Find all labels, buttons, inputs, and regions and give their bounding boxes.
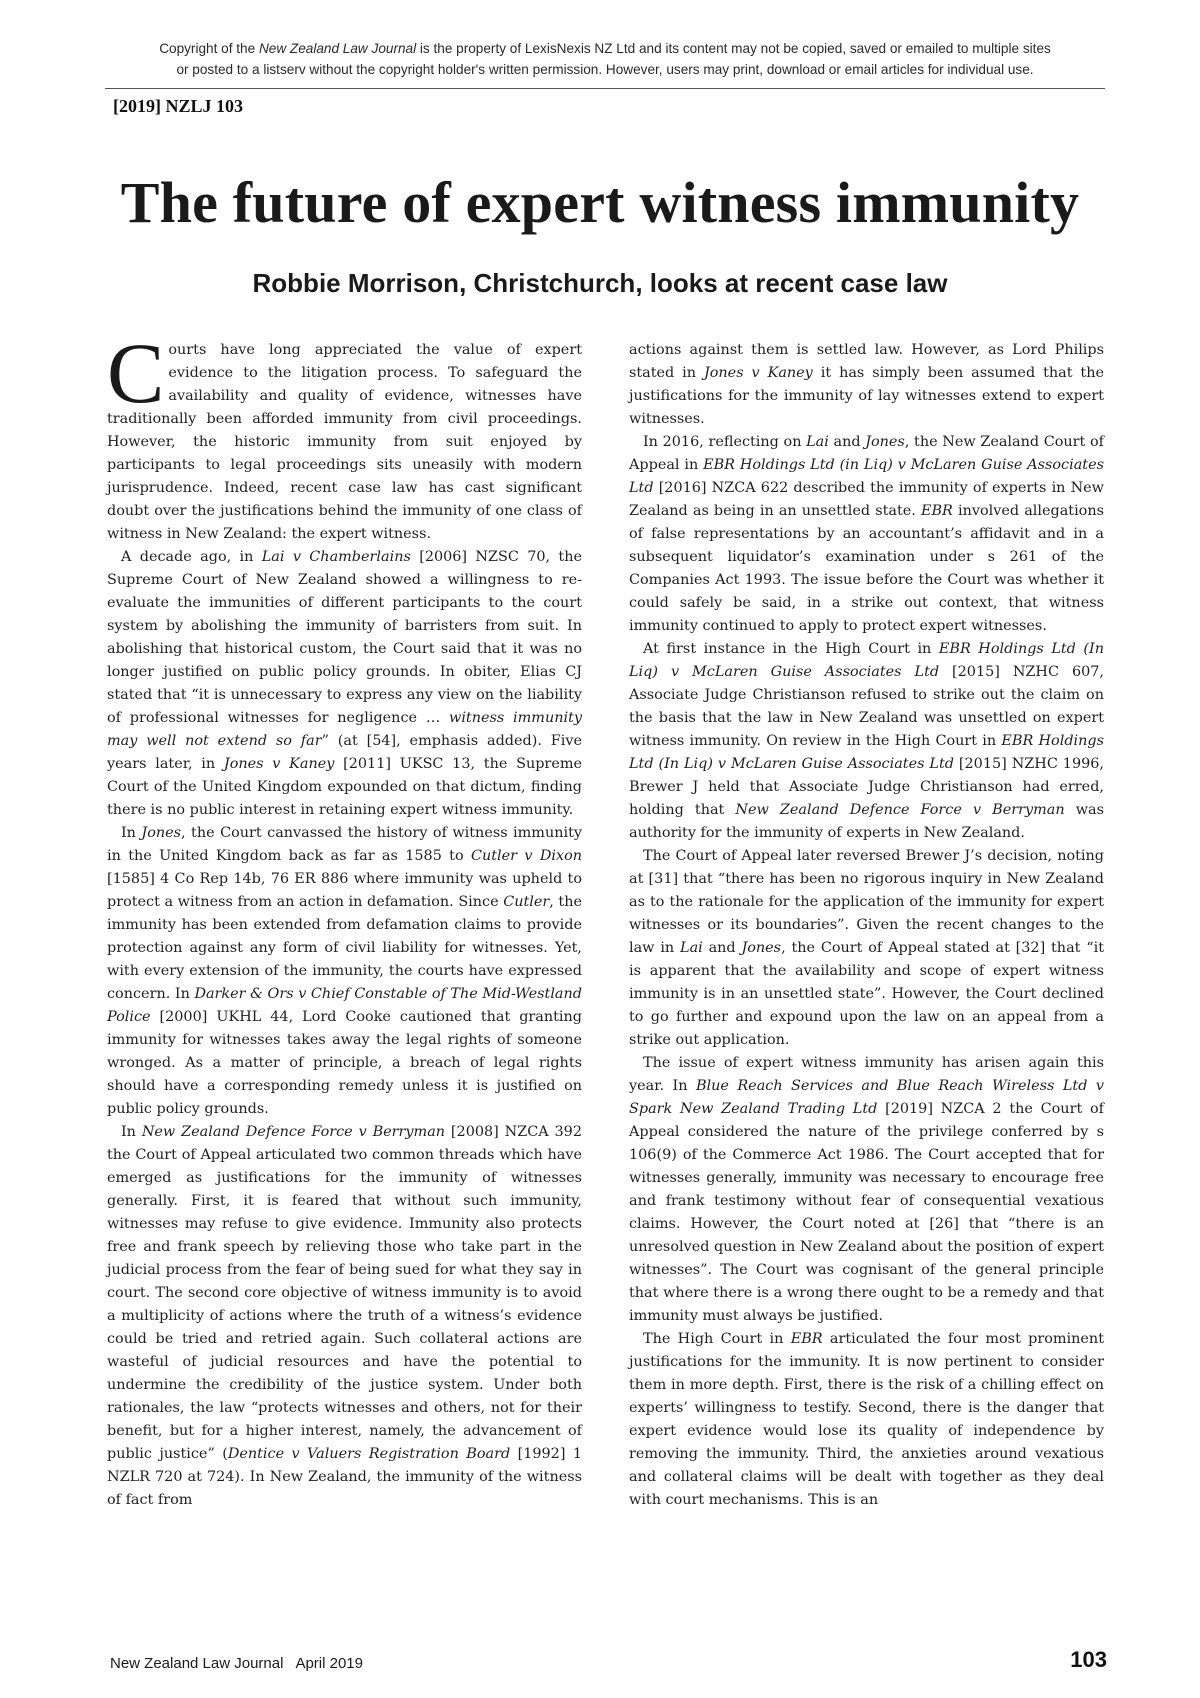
text-run: involved allegations of false representations by an accountant’s affidavit and in a subsequent liquidator’s examination under s 261 of the Companies Act 1993. The issue before the Court was whether it could safely be said, in a strike out context, that witness immunity continued to apply to protect expert witnesses.: [629, 503, 1104, 634]
footer-journal: New Zealand Law Journal: [110, 1655, 284, 1672]
text-run: [2019] NZCA 2 the Court of Appeal considered the nature of the privilege conferred by s 106(9) of the Commerce Act 1986. The Court accepted that for witnesses generally, immunity was necessary to encourage free and frank testimony without fear of consequential vexatious claims. However, the Court noted at [26] that “there is an unresolved question in New Zealand about the position of expert witnesses”. The Court was cognisant of the general principle that where there is a wrong there ought to be a remedy and that immunity must always be justified.: [629, 1101, 1104, 1324]
text-run: [2015] NZHC 607, Associate Judge Christianson refused to strike out the claim on the basis that the law in New Zealand was unsettled on expert witness immunity. On review in the High Court in: [629, 664, 1104, 749]
case-citation: EBR Holdings Ltd (in Liq) v McLaren Guise Associates Ltd: [629, 457, 1104, 496]
paragraph: [629, 1052, 1104, 1328]
text-run: it has simply been assumed that the justifications for the immunity of lay witnesses extend to expert witnesses.: [629, 365, 1104, 427]
text-run: In 2016, reflecting on: [643, 434, 807, 450]
text-run: A decade ago, in: [121, 549, 262, 565]
copyright-line-1: Copyright of the New Zealand Law Journal is the property of LexisNexis NZ Ltd and its content may not be copied, saved or emailed to multiple sites: [159, 41, 1051, 56]
article-title: The future of expert witness immunity: [120, 170, 1080, 235]
case-citation: Lai v Chamberlains: [261, 549, 411, 565]
text-run: At first instance in the High Court in: [643, 641, 939, 657]
case-citation: EBR: [920, 503, 953, 519]
text-run: and: [702, 940, 742, 956]
footer-issue-date: April 2019: [295, 1655, 363, 1672]
text-run: articulated the four most prominent justifications for the immunity. It is now pertinent to consider them in more depth. First, there is the risk of a chilling effect on experts’ willingness to testify. Second, there is the danger that expert evidence would lose its quality of independence by removing the immunity. Third, the anxieties around vexatious and collateral claims will be dealt with together as they deal with court mechanisms. This is an: [629, 1331, 1104, 1508]
case-citation: witness immunity may well not extend so far: [107, 710, 582, 749]
text-run: was authority for the immunity of experts in New Zealand.: [629, 802, 1104, 841]
case-citation: New Zealand Defence Force v Berryman: [735, 802, 1065, 818]
case-citation: Jones: [141, 825, 182, 841]
text-run: [2011] UKSC 13, the Supreme Court of the United Kingdom expounded on that dictum, finding there is no public interest in retaining expert witness immunity.: [107, 756, 582, 818]
case-citation: Lai: [680, 940, 703, 956]
text-run: [2008] NZCA 392 the Court of Appeal articulated two common threads which have emerged as justifications for the immunity of witnesses generally. First, it is feared that without such immunity, witnesses may refuse to give evidence. Immunity also protects free and frank speech by relieving those who take part in the judicial process from the fear of being sued for what they say in court. The second core objective of witness immunity is to avoid a multiplicity of actions where the truth of a witness’s evidence could be tried and retried again. Such collateral actions are wasteful of judicial resources and have the potential to undermine the credibility of the justice system. Under both rationales, the law “protects witnesses and others, not for their benefit, but for a higher interest, namely, the advancement of public justice” (: [107, 1124, 582, 1462]
paragraph: [629, 339, 1104, 431]
text-run: In: [121, 1124, 142, 1140]
case-citation: Dentice v Valuers Registration Board: [227, 1446, 511, 1462]
copyright-line-2: or posted to a listserv without the copyright holder's written permission. However, users may print, download or email articles for individual use.: [176, 62, 1034, 77]
case-citation: Jones v Kaney: [703, 365, 813, 381]
text-run: [1992] 1 NZLR 720 at 724). In New Zealand, the immunity of the witness of fact from: [107, 1446, 583, 1508]
header-divider: [105, 88, 1105, 89]
text-run: [1585] 4 Co Rep 14b, 76 ER 886 where immunity was upheld to protect a witness from an action in defamation. Since: [107, 871, 582, 910]
paragraph: [107, 822, 582, 1121]
text-run: The High Court in: [643, 1331, 791, 1347]
right-column-body: [629, 339, 1104, 1512]
text-run: The issue of expert witness immunity has arisen again this year. In: [629, 1055, 1104, 1094]
text-run: , the Court of Appeal stated at [32] that “it is apparent that the availability and scope of expert witness immunity is in an unsettled state”. However, the Court declined to go further and expound upon the law on an appeal from a strike out application.: [629, 940, 1104, 1048]
paragraph: [107, 325, 582, 546]
text-run: [2000] UKHL 44, Lord Cooke cautioned that granting immunity for witnesses takes away the legal rights of someone wronged. As a matter of principle, a breach of legal rights should have a corresponding remedy unless it is justified on public policy grounds.: [107, 1009, 582, 1117]
page-number: 103: [1070, 1647, 1107, 1672]
paragraph: [629, 638, 1104, 845]
footer: [110, 1655, 363, 1672]
left-column: [107, 325, 583, 1512]
text-run: , the New Zealand Court of Appeal in: [629, 434, 1104, 473]
text-run: ” (at [54], emphasis added). Five years later, in: [107, 733, 582, 772]
text-run: and: [828, 434, 866, 450]
journal-name: New Zealand Law Journal: [258, 41, 417, 56]
case-citation: Jones: [865, 434, 905, 450]
case-citation: Blue Reach Services and Blue Reach Wireless Ltd v Spark New Zealand Trading Ltd: [629, 1078, 1104, 1117]
citation: [2019] NZLJ 103: [113, 96, 243, 116]
drop-cap: C: [107, 325, 165, 421]
left-column-body: [107, 325, 583, 1512]
case-citation: Jones v Kaney: [223, 756, 335, 772]
article-subtitle: Robbie Morrison, Christchurch, looks at recent case law: [252, 268, 948, 298]
case-citation: New Zealand Defence Force v Berryman: [141, 1124, 446, 1140]
text-run: [2015] NZHC 1996, Brewer J held that Associate Judge Christianson had erred, holding that: [629, 756, 1104, 818]
paragraph: [629, 845, 1104, 1052]
text-run: [2016] NZCA 622 described the immunity of experts in New Zealand as being in an unsettled state.: [629, 480, 1104, 519]
case-citation: EBR Holdings Ltd (In Liq) v McLaren Guise Associates Ltd: [629, 641, 1104, 680]
copyright-notice: [105, 38, 1105, 80]
text-run: , the Court canvassed the history of witness immunity in the United Kingdom back as far as 1585 to: [107, 825, 583, 864]
paragraph: [629, 431, 1104, 638]
text-run: The Court of Appeal later reversed Brewer J’s decision, noting at [31] that “there has been no rigorous inquiry in New Zealand as to the rationale for the application of the immunity for expert witnesses or its boundaries”. Given the recent changes to the law in: [629, 848, 1104, 956]
text-run: In: [121, 825, 142, 841]
case-citation: Cutler v Dixon: [470, 848, 583, 864]
case-citation: Lai: [806, 434, 829, 450]
case-citation: Darker & Ors v Chief Constable of The Mid-Westland Police: [107, 986, 582, 1025]
case-citation: Jones: [741, 940, 782, 956]
case-citation: EBR: [790, 1331, 823, 1347]
right-column: [629, 339, 1104, 1512]
paragraph: [629, 1328, 1104, 1512]
text-run: actions against them is settled law. However, as Lord Philips stated in: [629, 342, 1104, 381]
text-run: , the immunity has been extended from defamation claims to provide protection against any form of civil liability for witnesses. Yet, with every extension of the immunity, the courts have expressed concern. In: [107, 894, 583, 1002]
text-run: ourts have long appreciated the value of expert evidence to the litigation process. To safeguard the availability and quality of evidence, witnesses have traditionally been afforded immunity from civil proceedings. However, the historic immunity from suit enjoyed by participants to legal proceedings sits uneasily with modern jurisprudence. Indeed, recent case law has cast significant doubt over the justifications behind the immunity of one class of witness in New Zealand: the expert witness.: [107, 342, 582, 542]
case-citation: EBR Holdings Ltd (In Liq) v McLaren Guise Associates Ltd: [629, 733, 1104, 772]
case-citation: Cutler: [503, 894, 550, 910]
paragraph: [107, 1121, 582, 1512]
paragraph: [107, 546, 582, 822]
text-run: [2006] NZSC 70, the Supreme Court of New Zealand showed a willingness to re-evaluate the immunities of different participants to the court system by abolishing the immunity of barristers from suit. In abolishing that historical custom, the Court said that it was no longer justified on public policy grounds. In obiter, Elias CJ stated that “it is unnecessary to express any view on the liability of professional witnesses for negligence …: [107, 549, 582, 726]
